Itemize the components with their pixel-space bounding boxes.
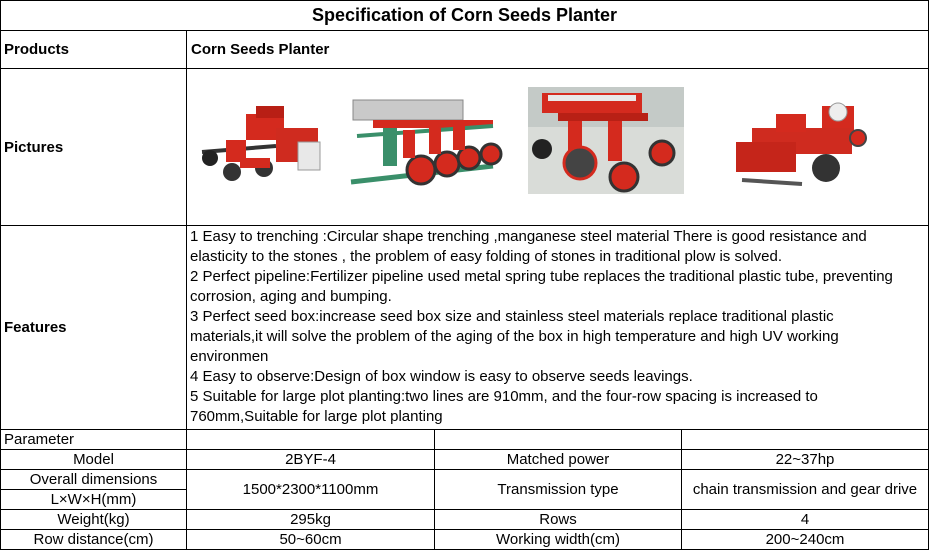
- model-label: Model: [73, 451, 114, 468]
- feature-line: 4 Easy to observe:Design of box window is easy to observe seeds leavings.: [190, 368, 693, 385]
- pictures-label: Pictures: [4, 138, 64, 156]
- feature-line: 2 Perfect pipeline:Fertilizer pipeline used metal spring tube replaces the traditional plastic tube, preventing: [190, 268, 893, 285]
- dims-label-2: L×W×H(mm): [50, 491, 137, 508]
- features-label: Features: [4, 319, 67, 336]
- feature-line: 5 Suitable for large plot planting:two lines are 910mm, and the four-row spacing is increased to: [190, 388, 818, 405]
- page-title: Specification of Corn Seeds Planter: [311, 4, 618, 25]
- dims-label-1: Overall dimensions: [29, 471, 158, 488]
- working-width-label: Working width(cm): [496, 531, 620, 548]
- products-value: Corn Seeds Planter: [191, 41, 330, 58]
- working-width-value: 200~240cm: [765, 531, 845, 548]
- planter-image-3: [528, 87, 684, 194]
- weight-value: 295kg: [290, 511, 331, 528]
- row-distance-label: Row distance(cm): [33, 531, 154, 548]
- parameter-label: Parameter: [4, 431, 75, 448]
- feature-line: materials,it will solve the problem of the aging of the box in high temperature and high UV working: [190, 328, 839, 345]
- planter-image-4: [732, 98, 872, 190]
- weight-label: Weight(kg): [57, 511, 130, 528]
- feature-line: 3 Perfect seed box:increase seed box size and stainless steel materials replace traditional plastic: [190, 308, 834, 325]
- feature-line: corrosion, aging and bumping.: [190, 288, 392, 305]
- model-value: 2BYF-4: [285, 451, 336, 468]
- features-text: [190, 227, 926, 427]
- power-label: Matched power: [506, 451, 610, 468]
- transmission-label: Transmission type: [497, 481, 619, 498]
- feature-line: 1 Easy to trenching :Circular shape trenching ,manganese steel material There is good resistance and: [190, 228, 867, 245]
- transmission-value: chain transmission and gear drive: [692, 481, 918, 498]
- dims-value: 1500*2300*1100mm: [242, 481, 379, 498]
- products-label: Products: [4, 41, 70, 58]
- feature-line: environmen: [190, 348, 269, 365]
- row-distance-value: 50~60cm: [279, 531, 342, 548]
- feature-line: elasticity to the stones , the problem of easy folding of stones in traditional plow is solved.: [190, 248, 782, 265]
- planter-image-2: [343, 96, 511, 192]
- power-value: 22~37hp: [775, 451, 835, 468]
- rows-value: 4: [800, 511, 810, 528]
- planter-image-1: [196, 100, 331, 190]
- feature-line: 760mm,Suitable for large plot planting: [190, 408, 443, 425]
- rows-label: Rows: [539, 511, 577, 528]
